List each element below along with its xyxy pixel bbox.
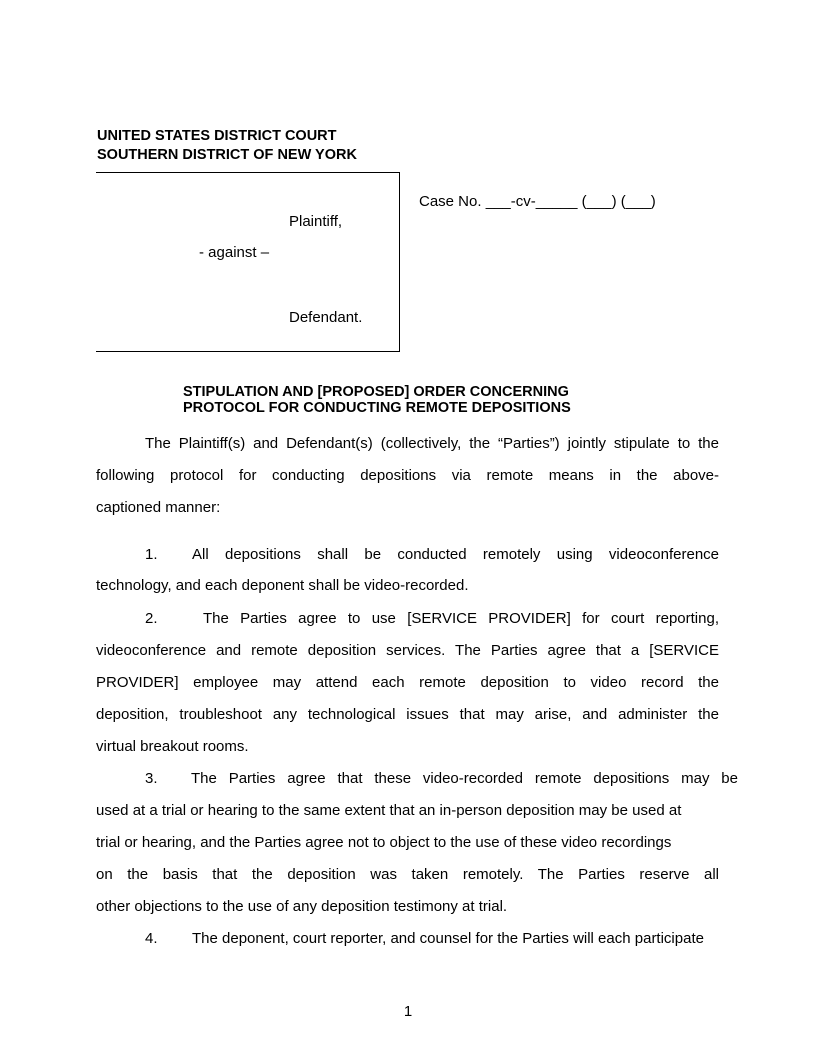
paragraph-line: The deponent, court reporter, and counsel for the Parties will each participate (192, 930, 704, 947)
paragraph-number: 3. (145, 770, 158, 787)
paragraph-line: other objections to the use of any deposition testimony at trial. (96, 898, 508, 915)
case-number: Case No. ___-cv-_____ (___) (___) (419, 193, 656, 210)
intro-line: The Plaintiff(s) and Defendant(s) (collectively, the “Parties”) jointly stipulate to the (145, 435, 719, 452)
plaintiff-label: Plaintiff, (289, 213, 343, 230)
intro-line: captioned manner: (96, 499, 221, 516)
paragraph-number: 4. (145, 930, 158, 947)
paragraph-number: 2. (145, 610, 158, 627)
paragraph-line: videoconference and remote deposition services. The Parties agree that a [SERVICE (96, 642, 719, 659)
paragraph-line: trial or hearing, and the Parties agree not to object to the use of these video recordings (96, 834, 672, 851)
against-label: - against – (199, 244, 270, 261)
document-title-line2: PROTOCOL FOR CONDUCTING REMOTE DEPOSITIONS (183, 400, 571, 416)
paragraph-line: deposition, troubleshoot any technological issues that may arise, and administer the (96, 706, 719, 723)
court-district: SOUTHERN DISTRICT OF NEW YORK (97, 147, 357, 163)
paragraph-line: technology, and each deponent shall be video-recorded. (96, 577, 469, 594)
paragraph-line: used at a trial or hearing to the same extent that an in-person deposition may be used at (96, 802, 682, 819)
paragraph-line: virtual breakout rooms. (96, 738, 249, 755)
paragraph-line: PROVIDER] employee may attend each remote deposition to video record the (96, 674, 719, 691)
paragraph-line: The Parties agree to use [SERVICE PROVIDER] for court reporting, (203, 610, 719, 627)
defendant-label: Defendant. (289, 309, 363, 326)
court-name: UNITED STATES DISTRICT COURT (97, 128, 337, 144)
page-number: 1 (403, 1003, 413, 1020)
intro-line: following protocol for conducting depositions via remote means in the above- (96, 467, 719, 484)
paragraph-line: The Parties agree that these video-recorded remote depositions may be (191, 770, 738, 787)
paragraph-number: 1. (145, 546, 158, 563)
document-title-line1: STIPULATION AND [PROPOSED] ORDER CONCERNING (183, 384, 569, 400)
paragraph-line: All depositions shall be conducted remotely using videoconference (192, 546, 719, 563)
paragraph-line: on the basis that the deposition was taken remotely. The Parties reserve all (96, 866, 719, 883)
